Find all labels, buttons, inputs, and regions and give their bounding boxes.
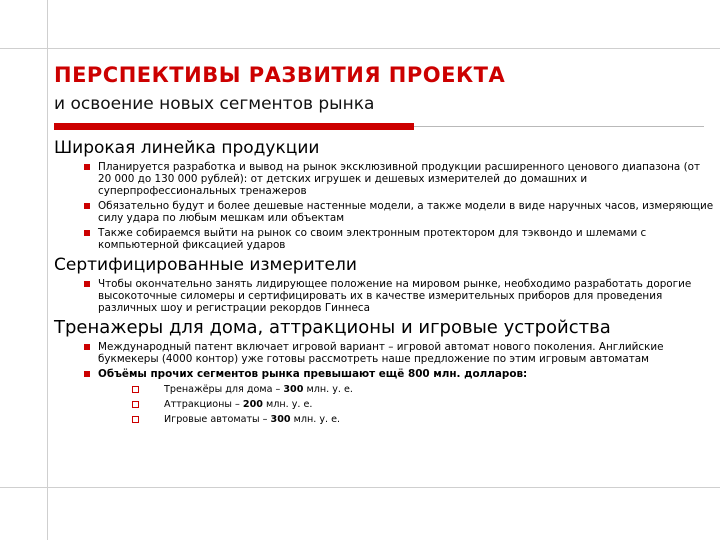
section-heading: Тренажеры для дома, аттракционы и игровые устройства <box>54 317 611 338</box>
list-item <box>54 200 714 224</box>
square-bullet-icon <box>84 371 90 377</box>
sub-item-unit: млн. у. е. <box>303 384 353 395</box>
slide-title: ПЕРСПЕКТИВЫ РАЗВИТИЯ ПРОЕКТА <box>54 63 506 87</box>
list-item <box>54 227 714 251</box>
section-heading: Сертифицированные измерители <box>54 255 357 275</box>
sub-list-item <box>98 384 714 396</box>
sub-item-unit: млн. у. е. <box>262 399 313 410</box>
slide-subtitle: и освоение новых сегментов рынка <box>54 94 375 114</box>
list-item-text: Международный патент включает игровой вариант – игровой автомат нового поколения. Английские букмекеры (4000 контор) уже готовы рассмотреть наше предложение по этим игровым автоматам <box>98 341 664 365</box>
list-item <box>54 368 714 426</box>
section-heading: Широкая линейка продукции <box>54 138 320 158</box>
sub-item-label: Тренажёры для дома – <box>164 384 284 395</box>
slide-body <box>54 137 714 429</box>
list-item-text: Также собираемся выйти на рынок со своим электронным протектором для тэквондо и шлемами с компьютерной фиксацией ударов <box>98 227 647 251</box>
square-bullet-icon <box>84 230 90 236</box>
square-bullet-icon <box>84 281 90 287</box>
list-item-text: Чтобы окончательно занять лидирующее положение на мировом рынке, необходимо разработать дорогие высокоточные силомеры и сертифицировать их в качестве измерительных приборов для проведения различных шоу и регистрации рекордов Гиннеса <box>98 278 692 314</box>
sub-item-label: Игровые автоматы – <box>164 414 271 425</box>
list-item-text: Объёмы прочих сегментов рынка превышают ещё 800 млн. долларов: <box>98 368 528 380</box>
square-bullet-icon <box>84 344 90 350</box>
title-accent-bar <box>54 123 414 130</box>
top-rule <box>0 48 720 49</box>
square-bullet-icon <box>84 164 90 170</box>
list-item <box>54 278 714 314</box>
hollow-square-bullet-icon <box>132 401 139 408</box>
sub-item-value: 300 <box>270 414 291 425</box>
sub-item-value: 300 <box>283 384 304 395</box>
title-underline <box>414 126 704 127</box>
list-item <box>54 161 714 197</box>
sub-item-label: Аттракционы – <box>164 399 243 410</box>
sub-list-item <box>98 414 714 426</box>
sub-list-item <box>98 399 714 411</box>
hollow-square-bullet-icon <box>132 386 139 393</box>
vertical-rule <box>47 0 48 540</box>
sub-bullet-list <box>98 384 714 426</box>
bottom-rule <box>0 487 720 488</box>
list-item <box>54 341 714 365</box>
bullet-list <box>54 161 714 251</box>
bullet-list <box>54 278 714 314</box>
bullet-list <box>54 341 714 426</box>
sub-item-value: 200 <box>242 399 263 410</box>
square-bullet-icon <box>84 203 90 209</box>
list-item-text: Обязательно будут и более дешевые настенные модели, а также модели в виде наручных часов, измеряющие силу удара по любым мешкам или объектам <box>98 200 714 224</box>
sub-item-unit: млн. у. е. <box>290 414 341 425</box>
hollow-square-bullet-icon <box>132 416 139 423</box>
list-item-text: Планируется разработка и вывод на рынок эксклюзивной продукции расширенного ценового диапазона (от 20 000 до 130 000 рублей): от детских игрушек и дешевых измерителей до домашних и суперпрофессиональных тренажеров <box>98 161 701 197</box>
